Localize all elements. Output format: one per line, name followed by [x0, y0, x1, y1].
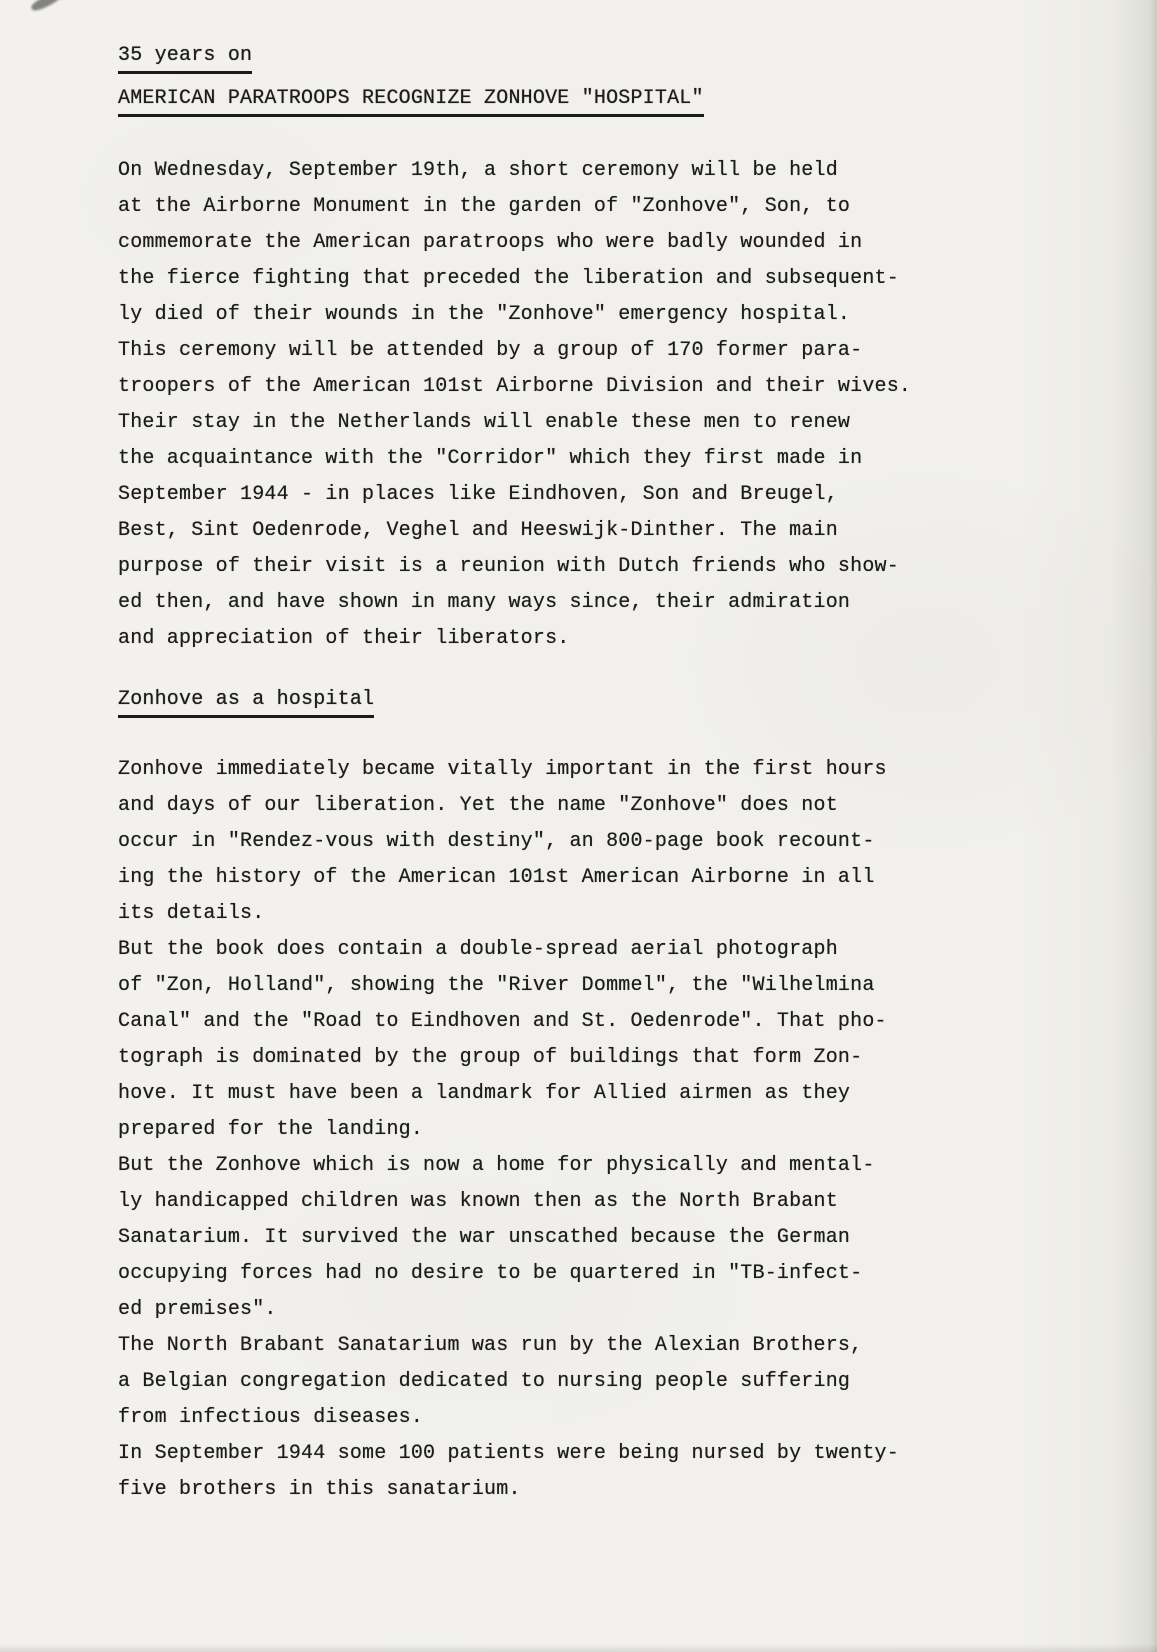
text-line: and days of our liberation. Yet the name "Zonhove" does not: [118, 794, 838, 817]
document-headline-row: [118, 87, 918, 117]
document-content: [118, 44, 918, 1508]
text-line: occur in "Rendez-vous with destiny", an 800-page book recount-: [118, 830, 875, 853]
text-line: of "Zon, Holland", showing the "River Dommel", the "Wilhelmina: [118, 974, 875, 997]
text-line: hove. It must have been a landmark for Allied airmen as they: [118, 1082, 851, 1105]
document-kicker-row: [118, 44, 918, 74]
text-line: September 1944 - in places like Eindhoven, Son and Breugel,: [118, 483, 838, 506]
text-line: the fierce fighting that preceded the liberation and subsequent-: [118, 267, 899, 290]
section-heading-row: [118, 688, 918, 718]
text-line: But the Zonhove which is now a home for physically and mental-: [118, 1154, 875, 1177]
text-line: its details.: [118, 902, 265, 925]
text-line: This ceremony will be attended by a group of 170 former para-: [118, 339, 863, 362]
text-line: tograph is dominated by the group of buildings that form Zon-: [118, 1046, 863, 1069]
document-headline: AMERICAN PARATROOPS RECOGNIZE ZONHOVE "HOSPITAL": [118, 87, 704, 117]
section-paragraph: [118, 752, 918, 1508]
text-line: five brothers in this sanatarium.: [118, 1478, 521, 1501]
text-line: Zonhove immediately became vitally important in the first hours: [118, 758, 887, 781]
text-line: The North Brabant Sanatarium was run by the Alexian Brothers,: [118, 1334, 863, 1357]
section-heading: Zonhove as a hospital: [118, 688, 374, 718]
scan-bottom-shadow: [0, 1644, 1157, 1652]
text-line: Sanatarium. It survived the war unscathed because the German: [118, 1226, 851, 1249]
text-line: and appreciation of their liberators.: [118, 627, 570, 650]
text-line: commemorate the American paratroops who were badly wounded in: [118, 231, 863, 254]
text-line: purpose of their visit is a reunion with Dutch friends who show-: [118, 555, 899, 578]
text-line: Their stay in the Netherlands will enable these men to renew: [118, 411, 851, 434]
text-line: occupying forces had no desire to be quartered in "TB-infect-: [118, 1262, 863, 1285]
text-line: the acquaintance with the "Corridor" which they first made in: [118, 447, 863, 470]
intro-paragraph: [118, 153, 918, 657]
text-line: ly handicapped children was known then as the North Brabant: [118, 1190, 838, 1213]
text-line: On Wednesday, September 19th, a short ceremony will be held: [118, 159, 838, 182]
text-line: ing the history of the American 101st American Airborne in all: [118, 866, 875, 889]
text-line: Canal" and the "Road to Eindhoven and St. Oedenrode". That pho-: [118, 1010, 887, 1033]
text-line: In September 1944 some 100 patients were being nursed by twenty-: [118, 1442, 899, 1465]
text-line: ly died of their wounds in the "Zonhove" emergency hospital.: [118, 303, 851, 326]
text-line: ed then, and have shown in many ways since, their admiration: [118, 591, 851, 614]
text-line: a Belgian congregation dedicated to nursing people suffering: [118, 1370, 851, 1393]
text-line: from infectious diseases.: [118, 1406, 424, 1429]
scan-corner-artifact: [30, 0, 65, 13]
text-line: at the Airborne Monument in the garden of "Zonhove", Son, to: [118, 195, 851, 218]
text-line: Best, Sint Oedenrode, Veghel and Heeswijk-Dinther. The main: [118, 519, 838, 542]
text-line: prepared for the landing.: [118, 1118, 424, 1141]
text-line: troopers of the American 101st Airborne Division and their wives.: [118, 375, 912, 398]
document-kicker: 35 years on: [118, 44, 252, 74]
text-line: But the book does contain a double-spread aerial photograph: [118, 938, 838, 961]
text-line: ed premises".: [118, 1298, 277, 1321]
